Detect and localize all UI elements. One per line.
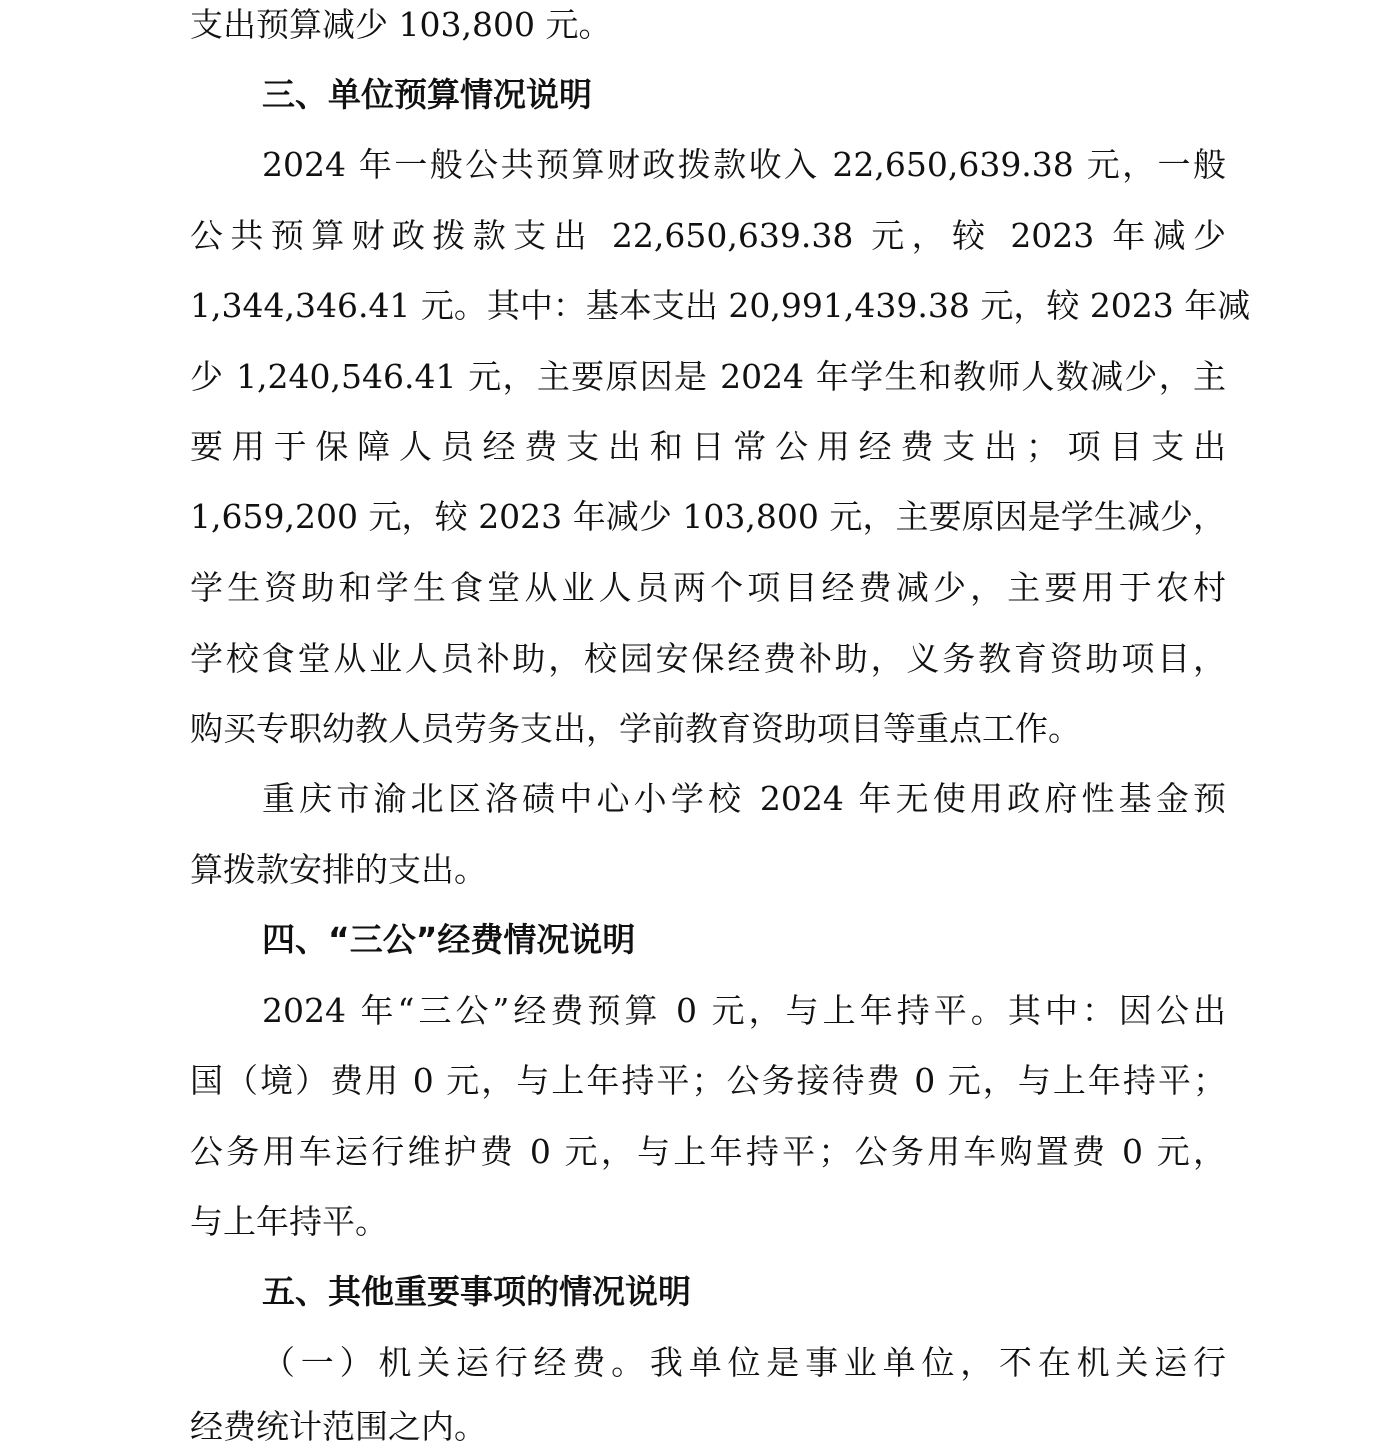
- text-line: 算拨款安排的支出。: [190, 850, 487, 889]
- text-line: 1,659,200 元，较 2023 年减少 103,800 元，主要原因是学生减少，: [190, 497, 1226, 536]
- text-line: 1,344,346.41 元。其中：基本支出 20,991,439.38 元，较 2023 年减: [190, 286, 1251, 325]
- text-line: 与上年持平。: [190, 1202, 388, 1241]
- text-line: 国（境）费用 0 元，与上年持平；公务接待费 0 元，与上年持平；: [190, 1061, 1226, 1100]
- text-line: 2024 年一般公共预算财政拨款收入 22,650,639.38 元，一般: [262, 145, 1226, 184]
- text-line: 公共预算财政拨款支出 22,650,639.38 元，较 2023 年减少: [190, 216, 1226, 255]
- text-line: 学生资助和学生食堂从业人员两个项目经费减少，主要用于农村: [190, 568, 1226, 607]
- text-line: 公务用车运行维护费 0 元，与上年持平；公务用车购置费 0 元，: [190, 1132, 1226, 1171]
- text-line: 2024 年“三公”经费预算 0 元，与上年持平。其中：因公出: [262, 991, 1226, 1030]
- text-line: 要用于保障人员经费支出和日常公用经费支出；项目支出: [190, 427, 1226, 466]
- text-line: （一）机关运行经费。我单位是事业单位，不在机关运行: [262, 1343, 1226, 1382]
- section-heading-unit-budget: 三、单位预算情况说明: [262, 75, 592, 114]
- text-line: 支出预算减少 103,800 元。: [190, 5, 612, 44]
- section-heading-other-matters: 五、其他重要事项的情况说明: [262, 1272, 691, 1311]
- text-line: 学校食堂从业人员补助，校园安保经费补助，义务教育资助项目，: [190, 639, 1226, 678]
- text-line: 购买专职幼教人员劳务支出，学前教育资助项目等重点工作。: [190, 709, 1081, 748]
- section-heading-three-public-expenses: 四、“三公”经费情况说明: [262, 920, 636, 959]
- text-line: 少 1,240,546.41 元，主要原因是 2024 年学生和教师人数减少，主: [190, 357, 1226, 396]
- text-line: 经费统计范围之内。: [190, 1407, 487, 1446]
- text-line: 重庆市渝北区洛碛中心小学校 2024 年无使用政府性基金预: [262, 779, 1226, 818]
